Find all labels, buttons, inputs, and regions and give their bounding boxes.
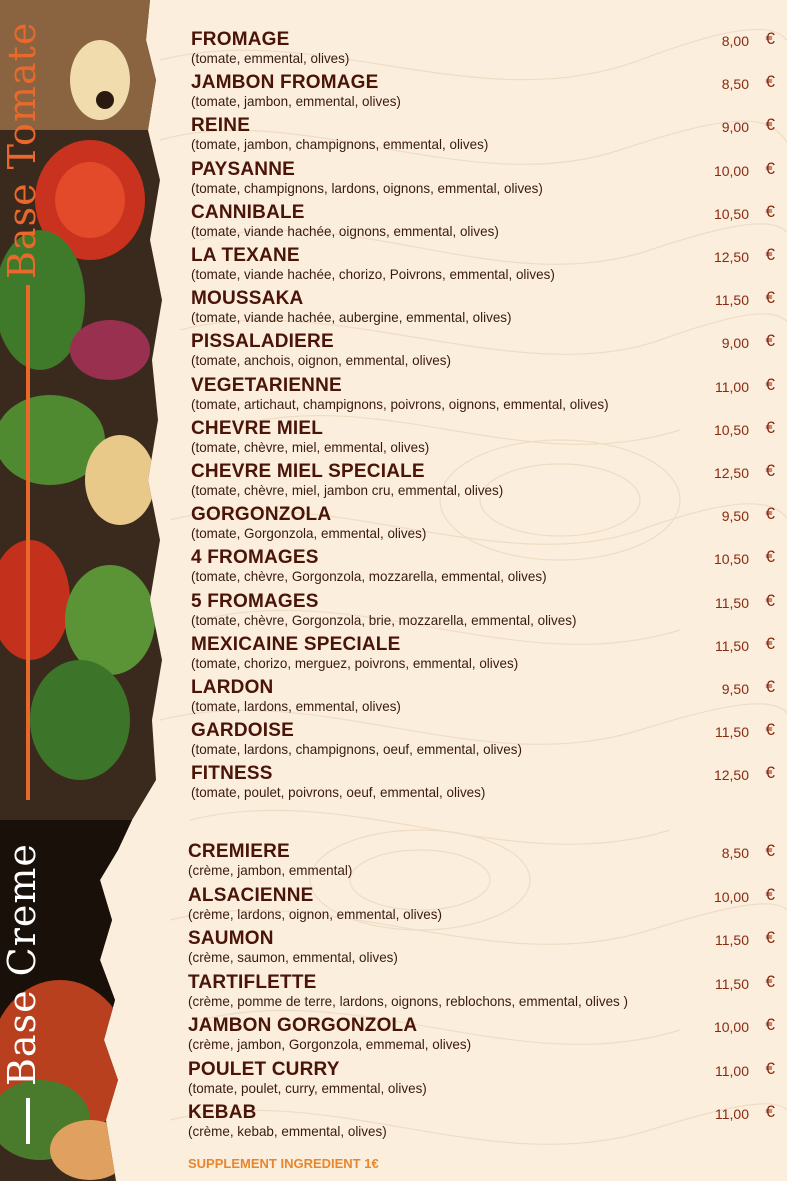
- euro-symbol: €: [765, 504, 775, 524]
- menu-item: [188, 1102, 787, 1144]
- menu-item: [191, 461, 787, 503]
- item-name: SAUMON: [188, 928, 274, 949]
- item-price: 10,50: [713, 205, 749, 222]
- menu-item: [191, 331, 787, 373]
- euro-symbol: €: [765, 288, 775, 308]
- item-name: POULET CURRY: [188, 1058, 340, 1080]
- item-price: 11,50: [715, 932, 749, 948]
- item-ingredients: (crème, jambon, emmental): [188, 862, 353, 878]
- item-name: PISSALADIERE: [191, 331, 334, 353]
- euro-symbol: €: [765, 884, 775, 904]
- item-name: CHEVRE MIEL: [191, 417, 324, 439]
- euro-symbol: €: [765, 928, 775, 947]
- item-name: LARDON: [191, 677, 274, 698]
- menu-item: [191, 288, 787, 330]
- euro-symbol: €: [765, 331, 775, 351]
- item-ingredients: (tomate, jambon, champignons, emmental, olives): [191, 136, 489, 153]
- item-price: 9,00: [721, 335, 749, 352]
- item-ingredients: (tomate, lardons, emmental, olives): [191, 698, 401, 714]
- menu-item: [191, 720, 787, 762]
- euro-symbol: €: [765, 374, 775, 394]
- euro-symbol: €: [765, 841, 775, 860]
- item-ingredients: (tomate, Gorgonzola, emmental, olives): [191, 525, 427, 542]
- item-name: VEGETARIENNE: [191, 374, 342, 396]
- euro-symbol: €: [765, 245, 775, 264]
- item-ingredients: (tomate, chèvre, miel, jambon cru, emmental, olives): [191, 482, 504, 498]
- item-ingredients: (tomate, chèvre, Gorgonzola, mozzarella, emmental, olives): [191, 568, 547, 585]
- item-name: GORGONZOLA: [191, 504, 332, 526]
- item-ingredients: (crème, lardons, oignon, emmental, olives): [188, 905, 442, 922]
- menu-item: [188, 972, 787, 1014]
- item-name: JAMBON GORGONZOLA: [188, 1015, 418, 1036]
- item-name: CHEVRE MIEL SPECIALE: [191, 461, 425, 482]
- item-price: 10,00: [713, 888, 749, 905]
- menu-item: [191, 72, 787, 114]
- menu-item: [191, 504, 787, 546]
- euro-symbol: €: [765, 547, 775, 567]
- menu-item: [191, 547, 787, 589]
- item-price: 10,50: [713, 551, 749, 568]
- menu-item: [191, 763, 787, 805]
- menu-item: [188, 928, 787, 970]
- item-ingredients: (tomate, anchois, oignon, emmental, olives): [191, 352, 451, 369]
- item-ingredients: (tomate, jambon, emmental, olives): [191, 93, 401, 110]
- item-price: 9,50: [721, 681, 749, 697]
- menu-item: [191, 202, 787, 244]
- item-price: 12,50: [713, 767, 749, 784]
- item-name: MOUSSAKA: [191, 288, 304, 310]
- menu-item: [191, 634, 787, 676]
- item-price: 11,00: [715, 1106, 749, 1122]
- item-ingredients: (tomate, viande hachée, chorizo, Poivrons, emmental, olives): [191, 266, 555, 282]
- item-name: TARTIFLETTE: [188, 971, 317, 993]
- item-ingredients: (crème, jambon, Gorgonzola, emmemal, olives): [188, 1036, 472, 1052]
- item-name: FITNESS: [191, 763, 273, 785]
- item-price: 12,50: [713, 465, 749, 481]
- item-name: 5 FROMAGES: [191, 590, 319, 612]
- euro-symbol: €: [765, 677, 775, 696]
- item-price: 8,50: [721, 845, 749, 861]
- item-price: 10,50: [713, 421, 749, 438]
- euro-symbol: €: [765, 417, 775, 437]
- euro-symbol: €: [765, 1015, 775, 1034]
- euro-symbol: €: [765, 115, 775, 135]
- menu-item: [191, 418, 787, 460]
- item-ingredients: (tomate, chorizo, merguez, poivrons, emmental, olives): [191, 654, 519, 671]
- menu-item: [191, 115, 787, 157]
- menu-item: [191, 375, 787, 417]
- item-name: FROMAGE: [191, 29, 290, 50]
- item-ingredients: (tomate, poulet, curry, emmental, olives): [188, 1079, 427, 1096]
- menu-item: [188, 1015, 787, 1057]
- euro-symbol: €: [765, 633, 775, 653]
- section-title-base-creme: Base Creme: [0, 843, 44, 1087]
- menu-item: [191, 159, 787, 201]
- menu-item: [191, 677, 787, 719]
- item-name: MEXICAINE SPECIALE: [191, 633, 401, 655]
- item-ingredients: (tomate, champignons, lardons, oignons, emmental, olives): [191, 179, 543, 196]
- item-price: 11,50: [715, 975, 749, 992]
- euro-symbol: €: [765, 720, 775, 740]
- menu-item: [188, 841, 787, 883]
- euro-symbol: €: [765, 201, 775, 221]
- item-name: JAMBON FROMAGE: [191, 72, 379, 94]
- euro-symbol: €: [765, 763, 775, 783]
- item-price: 10,00: [713, 1019, 749, 1035]
- item-ingredients: (crème, kebab, emmental, olives): [188, 1123, 387, 1139]
- item-ingredients: (tomate, artichaut, champignons, poivrons, oignons, emmental, olives): [191, 395, 609, 412]
- item-ingredients: (tomate, chèvre, Gorgonzola, brie, mozzarella, emmental, olives): [191, 611, 577, 628]
- euro-symbol: €: [765, 1058, 775, 1078]
- item-price: 9,50: [721, 508, 749, 525]
- euro-symbol: €: [765, 72, 775, 92]
- menu-item: [191, 245, 787, 287]
- item-ingredients: (crème, saumon, emmental, olives): [188, 949, 398, 965]
- supplement-note: SUPPLEMENT INGREDIENT 1€: [188, 1156, 379, 1171]
- item-price: 12,50: [713, 249, 749, 265]
- item-name: REINE: [191, 115, 251, 137]
- euro-symbol: €: [765, 461, 775, 480]
- item-name: CREMIERE: [188, 841, 290, 862]
- menu-item: [188, 1059, 787, 1101]
- item-price: 9,00: [721, 119, 749, 136]
- item-ingredients: (crème, pomme de terre, lardons, oignons, reblochons, emmental, olives ): [188, 992, 628, 1009]
- euro-symbol: €: [765, 971, 775, 991]
- section-title-base-tomate: Base Tomate: [0, 21, 44, 279]
- item-name: 4 FROMAGES: [191, 547, 319, 569]
- euro-symbol: €: [765, 1102, 775, 1121]
- item-price: 10,00: [713, 162, 749, 179]
- item-name: ALSACIENNE: [188, 884, 314, 906]
- euro-symbol: €: [765, 158, 775, 178]
- item-price: 11,50: [715, 594, 749, 611]
- item-price: 8,00: [721, 33, 749, 49]
- item-price: 11,50: [715, 724, 749, 741]
- item-ingredients: (tomate, lardons, champignons, oeuf, emmental, olives): [191, 741, 522, 758]
- item-ingredients: (tomate, chèvre, miel, emmental, olives): [191, 438, 430, 455]
- item-name: CANNIBALE: [191, 201, 305, 223]
- euro-symbol: €: [765, 29, 775, 48]
- item-price: 11,50: [715, 637, 749, 654]
- item-ingredients: (tomate, viande hachée, aubergine, emmental, olives): [191, 309, 512, 326]
- item-name: KEBAB: [188, 1102, 257, 1123]
- item-price: 11,00: [715, 1062, 749, 1079]
- item-name: LA TEXANE: [191, 245, 300, 266]
- item-ingredients: (tomate, emmental, olives): [191, 50, 350, 66]
- item-price: 11,50: [715, 292, 749, 309]
- menu-item: [188, 885, 787, 927]
- item-ingredients: (tomate, poulet, poivrons, oeuf, emmental, olives): [191, 784, 486, 801]
- item-ingredients: (tomate, viande hachée, oignons, emmental, olives): [191, 222, 499, 239]
- item-name: GARDOISE: [191, 720, 294, 742]
- item-price: 8,50: [721, 76, 749, 93]
- menu-item: [191, 591, 787, 633]
- item-price: 11,00: [715, 378, 749, 395]
- menu-item: [191, 29, 787, 71]
- item-name: PAYSANNE: [191, 158, 296, 180]
- euro-symbol: €: [765, 590, 775, 610]
